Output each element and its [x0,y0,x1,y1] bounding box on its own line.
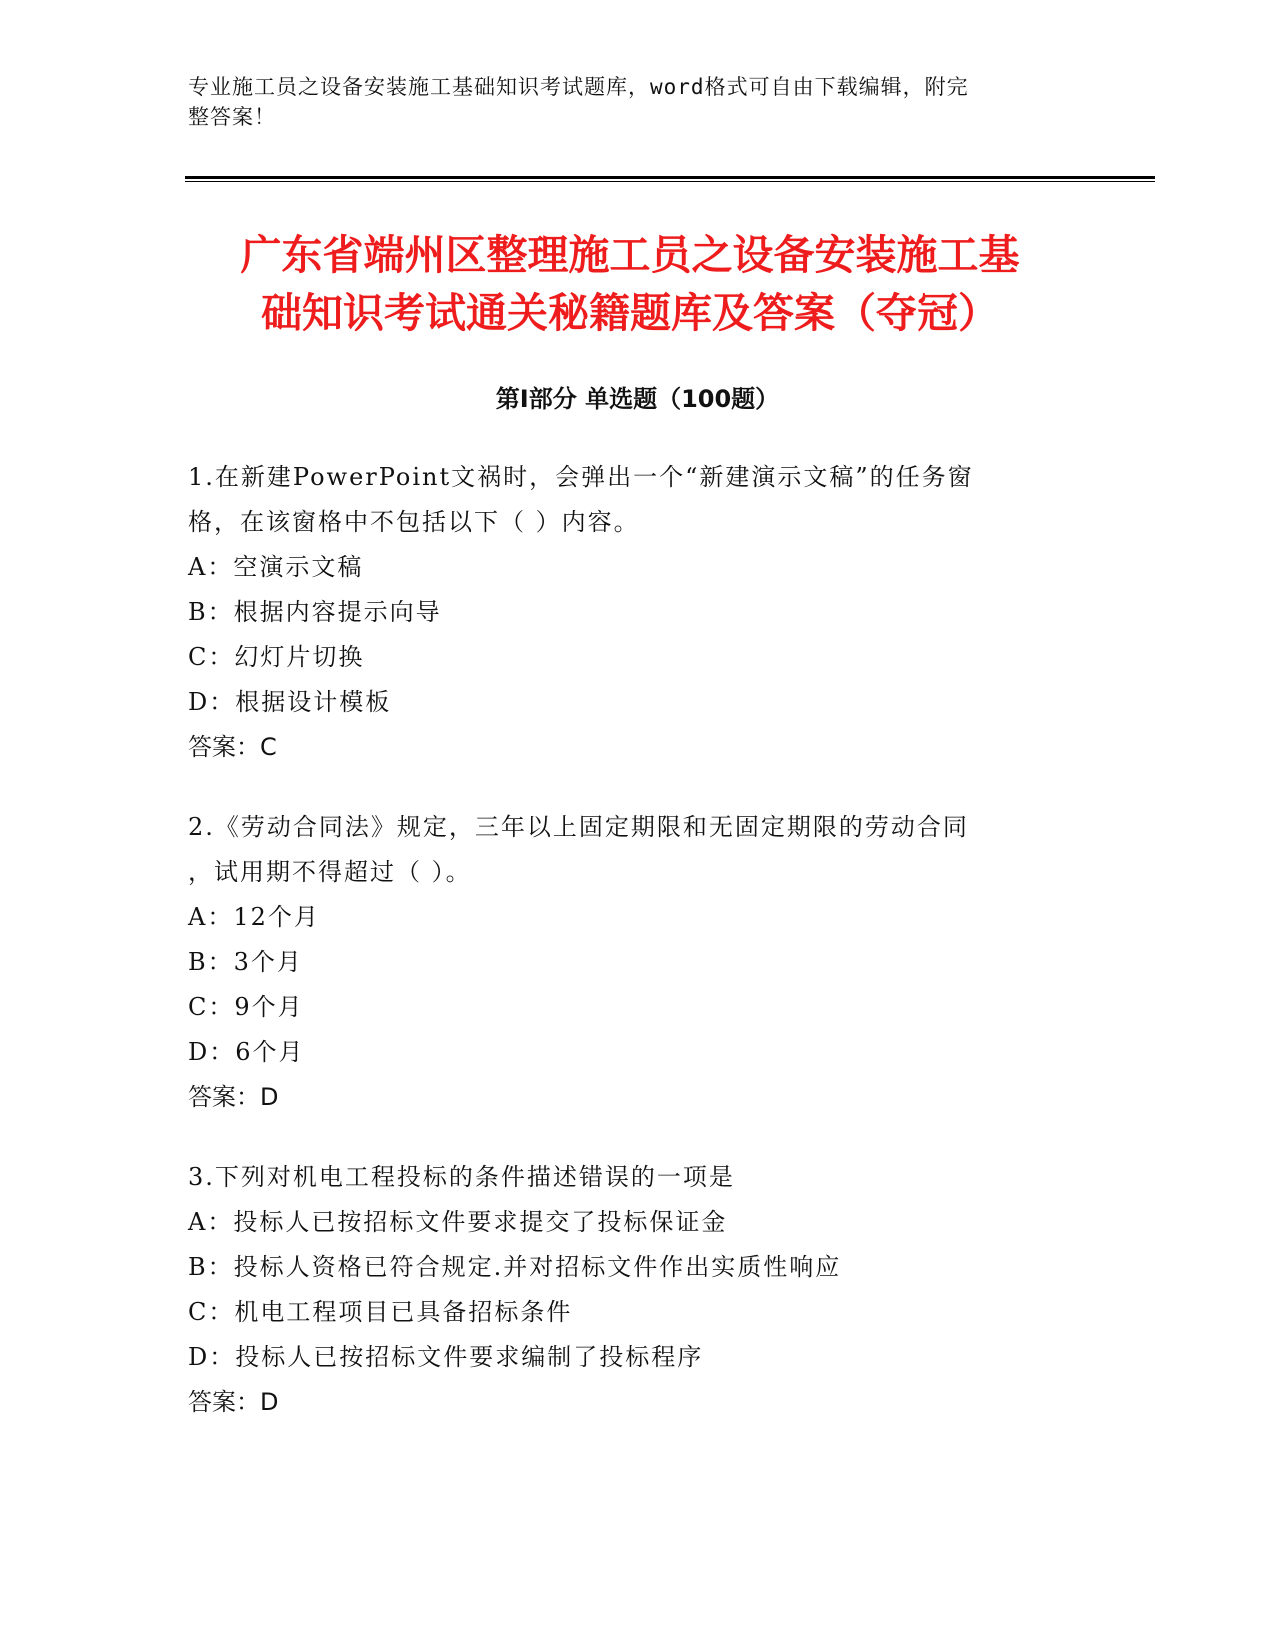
section-heading: 第Ⅰ部分 单选题（100题） [495,385,780,413]
question-stem: 1.在新建PowerPoint文祸时，会弹出一个“新建演示文稿”的任务窗 [188,463,974,491]
option-a: A：12个月 [188,903,320,931]
question-stem: ，试用期不得超过（ ）。 [188,858,472,886]
answer-label: 答案：D [188,1083,279,1111]
option-a: A：投标人已按招标文件要求提交了投标保证金 [188,1208,728,1236]
question-2 [188,805,1088,1120]
option-c: C：机电工程项目已具备招标条件 [188,1298,573,1326]
question-1 [188,455,1088,770]
header-note [188,72,1078,132]
option-d: D：6个月 [188,1038,305,1066]
question-stem: 2.《劳动合同法》规定，三年以上固定期限和无固定期限的劳动合同 [188,813,969,841]
document-title [160,226,1100,342]
header-divider-thin [185,181,1155,182]
option-c: C：9个月 [188,993,304,1021]
header-divider-thick [185,176,1155,179]
option-a: A：空演示文稿 [188,553,364,581]
option-b: B：投标人资格已符合规定.并对招标文件作出实质性响应 [188,1253,842,1281]
option-b: B：根据内容提示向导 [188,598,442,626]
option-c: C：幻灯片切换 [188,643,365,671]
question-stem: 3.下列对机电工程投标的条件描述错误的一项是 [188,1163,735,1191]
question-3 [188,1155,1088,1425]
answer-label: 答案：C [188,733,277,761]
header-note-line: 整答案！ [188,105,276,129]
header-note-line: 专业施工员之设备安装施工基础知识考试题库，word格式可自由下载编辑，附完 [188,75,969,99]
option-d: D：根据设计模板 [188,688,392,716]
title-line: 广东省端州区整理施工员之设备安装施工基 [240,231,1020,279]
question-stem: 格，在该窗格中不包括以下（ ）内容。 [188,508,640,536]
option-b: B：3个月 [188,948,303,976]
title-line: 础知识考试通关秘籍题库及答案（夺冠） [261,289,999,337]
answer-label: 答案：D [188,1388,279,1416]
option-d: D：投标人已按招标文件要求编制了投标程序 [188,1343,704,1371]
